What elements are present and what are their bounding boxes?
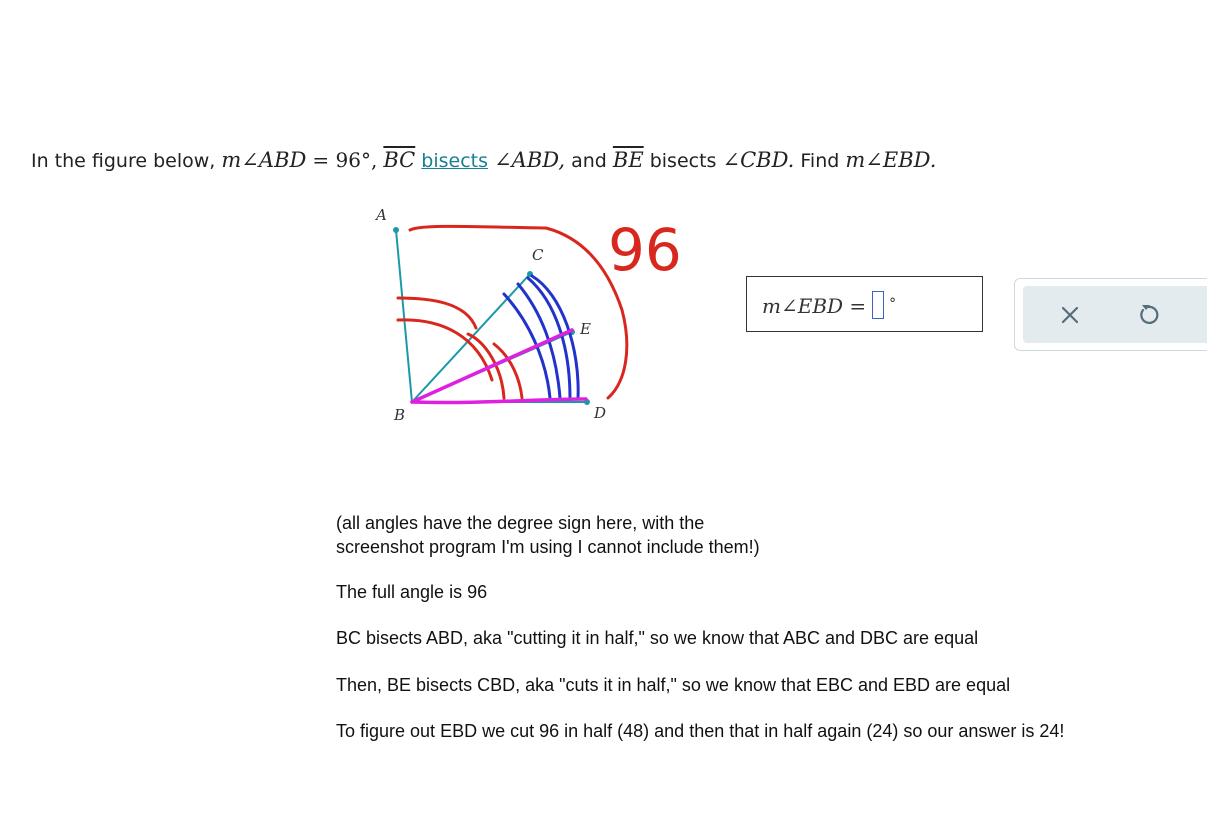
tools-panel [1023,286,1207,343]
bisects-link[interactable]: bisects [421,150,489,172]
label-d: D [594,404,607,422]
angle-abd-value: = 96°, [312,148,378,172]
red-annotations [398,226,627,398]
clear-button[interactable] [1055,300,1085,330]
target-angle: m∠EBD. [845,148,937,172]
blue-annotations [504,276,578,398]
segment-bc: $\overline{BC}$ [383,148,416,172]
label-a: A [376,206,387,224]
answer-expression [762,291,896,319]
ray-ba [396,230,412,402]
answer-tools [1014,278,1207,351]
note-paragraph-5: To figure out EBD we cut 96 in half (48) and then that in half again (24) so our answer is 24! [336,721,1065,741]
problem-intro: In the figure below, [31,150,216,172]
ray-bc [412,274,530,402]
find-text: Find [800,150,840,172]
undo-icon [1133,300,1163,330]
bisects-text: bisects [649,150,717,172]
and-text: and [571,150,607,172]
angle-abd-measure: m∠ABD [221,148,307,172]
degree-symbol: ° [889,296,897,312]
point-a [393,227,399,233]
blue-arc-1 [504,294,550,398]
problem-statement [31,148,936,172]
label-c: C [532,246,544,264]
label-b: B [394,406,406,424]
note-line: screenshot program I'm using I cannot include them!) [336,537,760,557]
answer-input[interactable] [872,291,884,319]
note-paragraph-3: BC bisects ABD, aka "cutting it in half," so we know that ABC and DBC are equal [336,628,979,648]
note-paragraph-4: Then, BE bisects CBD, aka "cuts it in half," so we know that EBC and EBD are equal [336,675,1011,695]
figure-canvas [360,198,680,426]
angle-abd: ∠ABD, [494,148,566,172]
label-e: E [580,320,591,338]
note-paragraph-2: The full angle is 96 [336,582,488,602]
answer-label: m∠EBD = [762,294,867,318]
angle-cbd: ∠CBD. [722,148,795,172]
close-icon [1055,300,1085,330]
note-paragraph-1 [336,511,1196,559]
segment-be: $\overline{BE}$ [612,148,644,172]
undo-button[interactable] [1133,300,1163,330]
note-line: (all angles have the degree sign here, with the [336,513,705,533]
geometry-figure [360,198,680,426]
answer-box [746,276,983,332]
handwritten-96: 96 [608,216,680,284]
